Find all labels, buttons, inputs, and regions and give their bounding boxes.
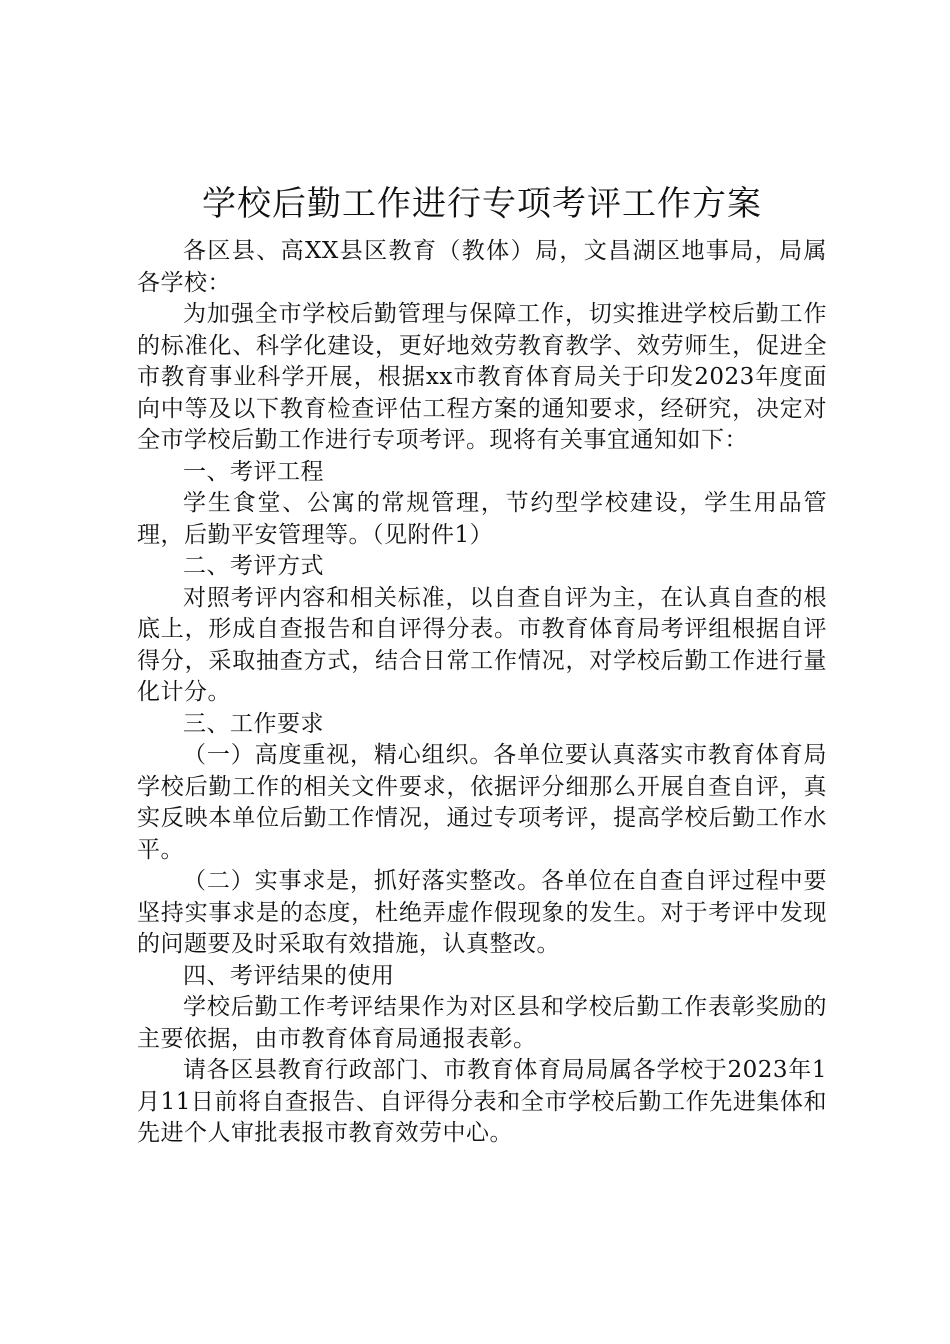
- document-title: 学校后勤工作进行专项考评工作方案: [202, 184, 762, 224]
- section-3-item-2: （二）实事求是，抓好落实整改。各单位在自查自评过程中要坚持实事求是的态度，杜绝弄虚作假现象的发生。对于考评中发现的问题要及时采取有效措施，认真整改。: [137, 868, 827, 957]
- section-3-item-1: （一）高度重视，精心组织。各单位要认真落实市教育体育局学校后勤工作的相关文件要求，依据评分细那么开展自查自评，真实反映本单位后勤工作情况，通过专项考评，提高学校后勤工作水平。: [137, 742, 827, 863]
- section-3-heading: 三、工作要求: [183, 710, 324, 737]
- salutation: 各区县、高XX县区教育（教体）局，文昌湖区地事局，局属各学校：: [137, 238, 827, 296]
- document-page: [137, 178, 827, 1150]
- section-2-body: 对照考评内容和相关标准，以自查自评为主，在认真自查的根底上，形成自查报告和自评得分表。市教育体育局考评组根据自评得分，采取抽查方式，结合日常工作情况，对学校后勤工作进行量化计分。: [137, 584, 827, 705]
- section-2-heading: 二、考评方式: [183, 553, 324, 579]
- section-1-heading: 一、考评工程: [183, 458, 324, 485]
- section-4-body: 学校后勤工作考评结果作为对区县和学校后勤工作表彰奖励的主要依据，由市教育体育局通报表彰。: [137, 994, 827, 1052]
- section-4-heading: 四、考评结果的使用: [183, 962, 395, 989]
- section-1-body: 学生食堂、公寓的常规管理，节约型学校建设，学生用品管理，后勤平安管理等。（见附件1）: [137, 490, 827, 548]
- closing-paragraph: 请各区县教育行政部门、市教育体育局局属各学校于2023年1月11日前将自查报告、自评得分表和全市学校后勤工作先进集体和先进个人审批表报市教育效劳中心。: [137, 1057, 827, 1146]
- intro-paragraph: 为加强全市学校后勤管理与保障工作，切实推进学校后勤工作的标准化、科学化建设，更好地效劳教育教学、效劳师生，促进全市教育事业科学开展，根据xx市教育体育局关于印发2023年度面向中等及以下教育检查评估工程方案的通知要求，经研究，决定对全市学校后勤工作进行专项考评。现将有关事宜通知如下：: [137, 301, 827, 453]
